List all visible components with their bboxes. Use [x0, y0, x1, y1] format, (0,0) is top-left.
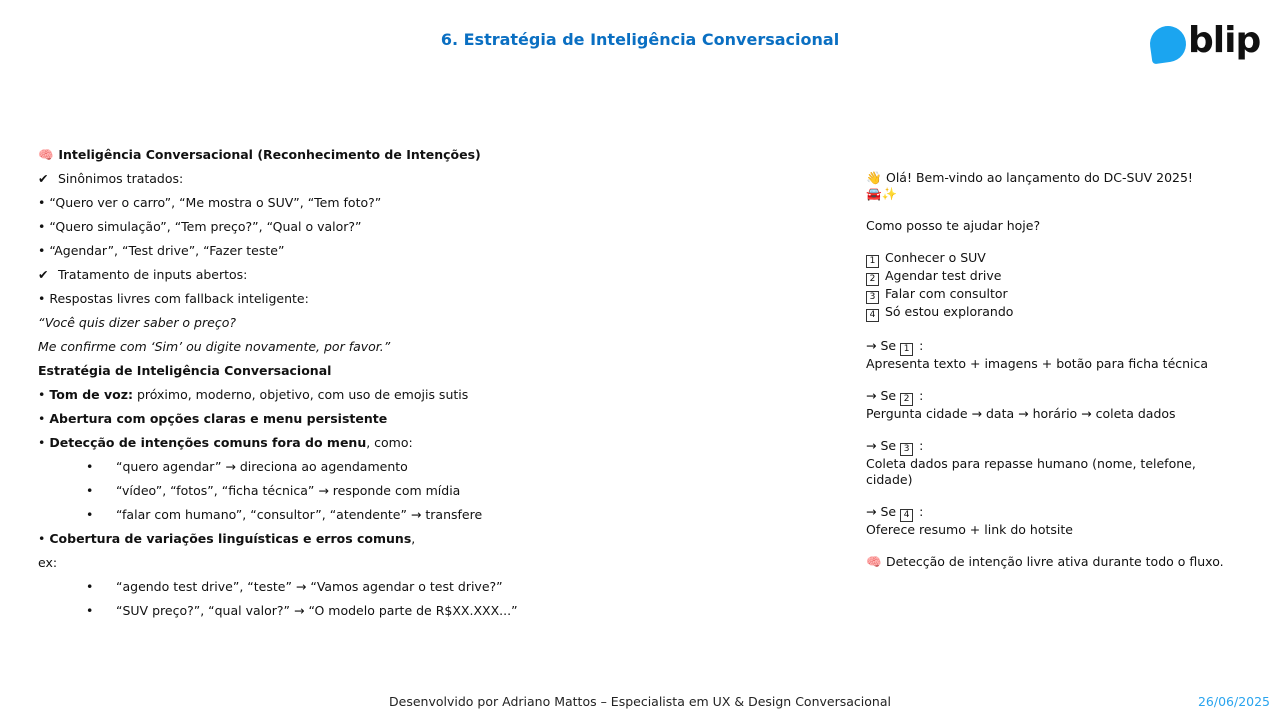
coverage-example: • “agendo test drive”, “teste” → “Vamos agendar o test drive?”	[86, 579, 503, 594]
brain-icon: 🧠	[38, 147, 54, 162]
detection-item: • Detecção de intenções comuns fora do menu, como:	[38, 435, 413, 450]
synonyms-title	[38, 170, 818, 194]
detection-example: • “falar com humano”, “consultor”, “atendente” → transfere	[86, 507, 483, 522]
branch-3-condition	[866, 438, 1226, 456]
open-inputs-title-text: Tratamento de inputs abertos:	[57, 267, 248, 282]
page-title: 6. Estratégia de Inteligência Conversacional	[440, 30, 840, 49]
branch-prefix: → Se	[866, 504, 897, 519]
branch-prefix: → Se	[866, 388, 897, 403]
branch-colon: :	[919, 504, 924, 519]
open-inputs-title	[38, 266, 818, 290]
detection-example-text: “falar com humano”, “consultor”, “atendente” → transfere	[116, 507, 483, 522]
detection-example-text: “vídeo”, “fotos”, “ficha técnica” → responde com mídia	[116, 483, 461, 498]
branch-3-response: Coleta dados para repasse humano (nome, telefone, cidade)	[866, 456, 1196, 487]
branch-4-condition	[866, 504, 1226, 522]
menu-option-4[interactable]	[866, 304, 1226, 322]
coverage-label: Cobertura de variações linguísticas e erros comuns	[49, 531, 412, 546]
welcome-icons: 🚘✨	[866, 186, 898, 201]
section-heading-text: Inteligência Conversacional (Reconhecimento de Intenções)	[58, 147, 481, 162]
welcome-text: Olá! Bem-vindo ao lançamento do DC-SUV 2025!	[885, 170, 1193, 185]
branch-1-response: Apresenta texto + imagens + botão para ficha técnica	[866, 356, 1209, 371]
logo-bubble-icon	[1148, 24, 1189, 65]
detection-label: Detecção de intenções comuns fora do menu	[49, 435, 367, 450]
menu-option-3[interactable]	[866, 286, 1226, 304]
fallback-item: • Respostas livres com fallback inteligente:	[38, 291, 309, 306]
menu-option-label: Conhecer o SUV	[885, 250, 986, 265]
fallback-quote: “Você quis dizer saber o preço?	[38, 315, 236, 330]
section-heading	[38, 146, 818, 170]
welcome-message	[866, 170, 1226, 186]
branch-2-condition	[866, 388, 1226, 406]
branch-colon: :	[919, 438, 924, 453]
tone-label: Tom de voz:	[49, 387, 133, 402]
final-note	[866, 554, 1226, 570]
menu-option-label: Só estou explorando	[885, 304, 1014, 319]
synonyms-title-text: Sinônimos tratados:	[57, 171, 184, 186]
brain-icon: 🧠	[866, 554, 882, 569]
help-question: Como posso te ajudar hoje?	[866, 218, 1041, 233]
final-note-text: Detecção de intenção livre ativa durante todo o fluxo.	[885, 554, 1224, 569]
opening-item: • Abertura com opções claras e menu persistente	[38, 411, 388, 426]
chat-flow-panel	[866, 170, 1226, 570]
footer-date: 26/06/2025	[1197, 694, 1270, 709]
menu-option-label: Agendar test drive	[885, 268, 1002, 283]
coverage-example-text: “SUV preço?”, “qual valor?” → “O modelo parte de R$XX.XXX...”	[116, 603, 518, 618]
detection-text: , como:	[366, 435, 413, 450]
keycap-4-icon: 4	[900, 509, 913, 522]
coverage-example-text: “agendo test drive”, “teste” → “Vamos agendar o test drive?”	[116, 579, 503, 594]
synonym-item: • “Quero simulação”, “Tem preço?”, “Qual o valor?”	[38, 219, 362, 234]
detection-example-text: “quero agendar” → direciona ao agendamento	[116, 459, 408, 474]
check-icon: ✔	[38, 267, 49, 282]
wave-hand-icon: 👋	[866, 170, 882, 185]
synonym-item: • “Quero ver o carro”, “Me mostra o SUV”, “Tem foto?”	[38, 195, 382, 210]
opening-label: Abertura com opções claras e menu persistente	[49, 411, 388, 426]
example-label: ex:	[38, 555, 58, 570]
coverage-item: • Cobertura de variações linguísticas e erros comuns,	[38, 531, 416, 546]
keycap-4-icon: 4	[866, 309, 879, 322]
tone-text: próximo, moderno, objetivo, com uso de emojis sutis	[132, 387, 469, 402]
keycap-1-icon: 1	[866, 255, 879, 268]
branch-colon: :	[919, 338, 924, 353]
branch-colon: :	[919, 388, 924, 403]
menu-option-2[interactable]	[866, 268, 1226, 286]
coverage-text: ,	[411, 531, 416, 546]
coverage-example: • “SUV preço?”, “qual valor?” → “O modelo parte de R$XX.XXX...”	[86, 603, 518, 618]
menu-option-label: Falar com consultor	[885, 286, 1008, 301]
keycap-2-icon: 2	[900, 393, 913, 406]
check-icon: ✔	[38, 171, 49, 186]
footer-credit: Desenvolvido por Adriano Mattos – Especialista em UX & Design Conversacional	[389, 694, 891, 709]
fallback-quote: Me confirme com ‘Sim’ ou digite novamente, por favor.”	[38, 339, 391, 354]
logo-text: blip	[1188, 20, 1261, 61]
branch-1-condition	[866, 338, 1226, 356]
blip-logo	[1148, 22, 1264, 70]
intent-strategy-panel	[38, 146, 818, 626]
synonym-item: • “Agendar”, “Test drive”, “Fazer teste”	[38, 243, 285, 258]
branch-prefix: → Se	[866, 338, 897, 353]
strategy-title: Estratégia de Inteligência Conversacional	[38, 363, 332, 378]
branch-2-response: Pergunta cidade → data → horário → coleta dados	[866, 406, 1176, 421]
keycap-3-icon: 3	[900, 443, 913, 456]
branch-prefix: → Se	[866, 438, 897, 453]
menu-option-1[interactable]	[866, 250, 1226, 268]
keycap-1-icon: 1	[900, 343, 913, 356]
detection-example: • “quero agendar” → direciona ao agendamento	[86, 459, 408, 474]
detection-example: • “vídeo”, “fotos”, “ficha técnica” → responde com mídia	[86, 483, 461, 498]
tone-item: • Tom de voz: próximo, moderno, objetivo, com uso de emojis sutis	[38, 387, 469, 402]
keycap-2-icon: 2	[866, 273, 879, 286]
branch-4-response: Oferece resumo + link do hotsite	[866, 522, 1073, 537]
keycap-3-icon: 3	[866, 291, 879, 304]
